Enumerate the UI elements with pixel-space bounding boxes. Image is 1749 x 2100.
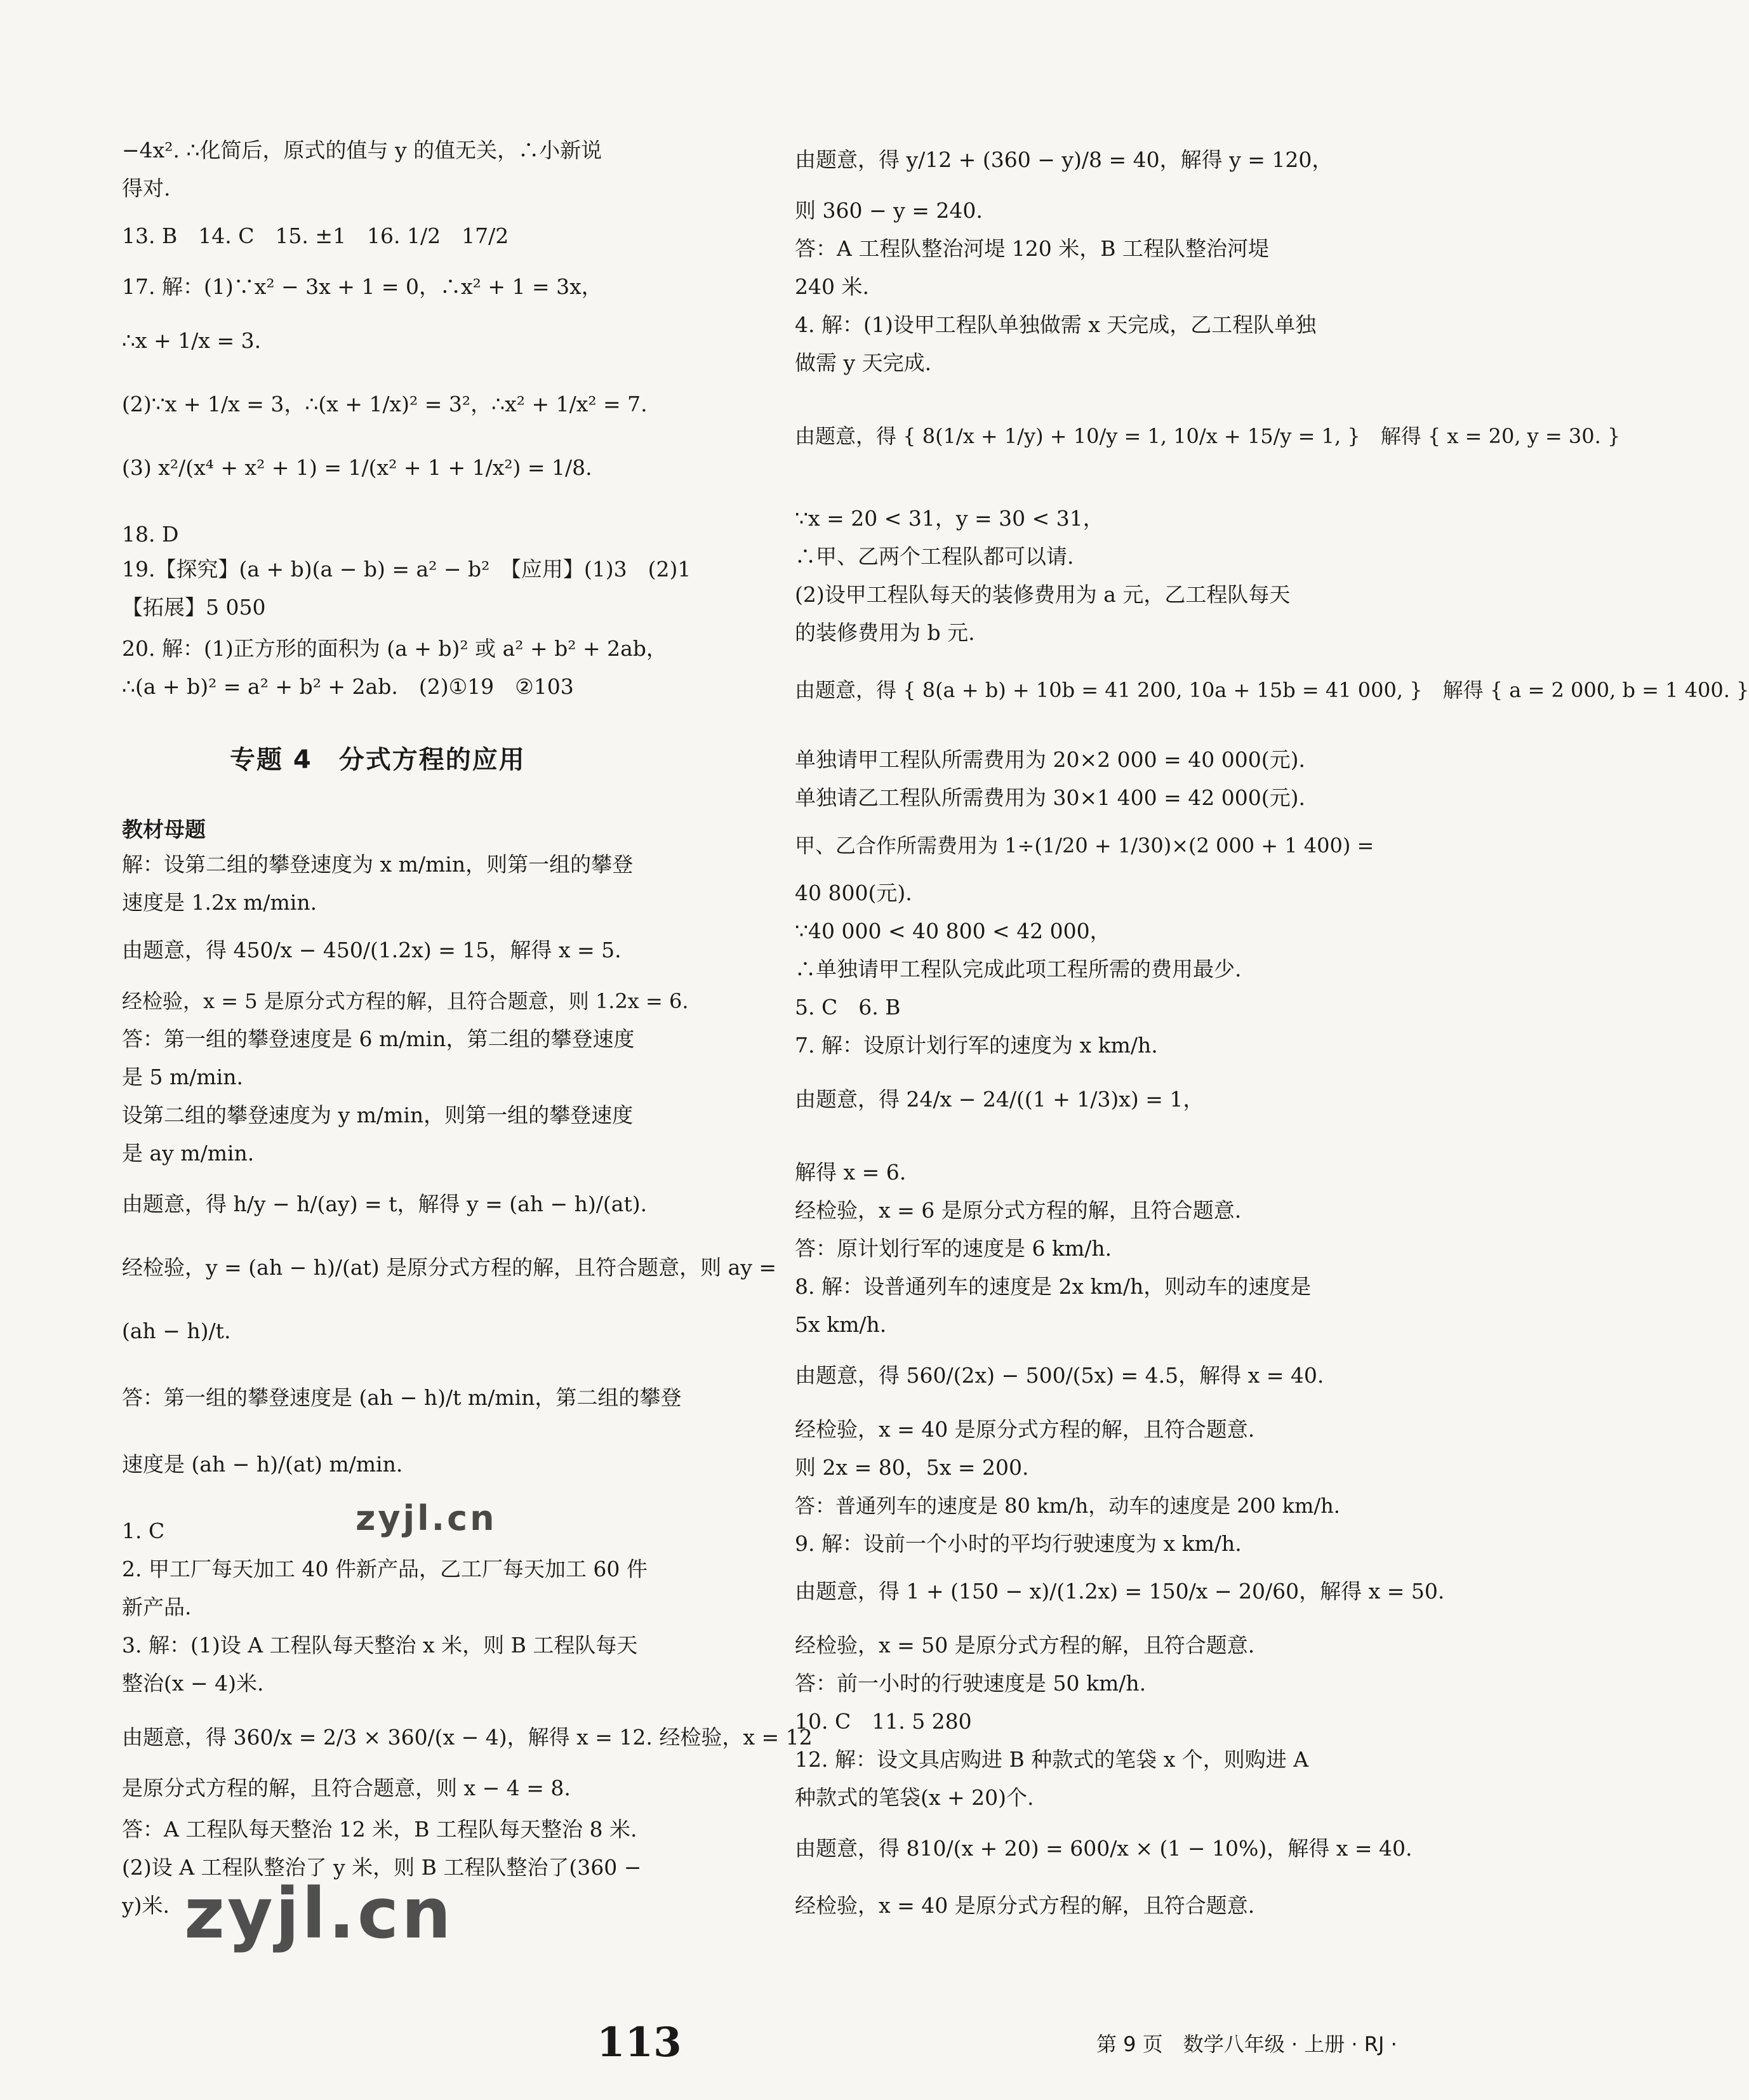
answer-line: 13. B 14. C 15. ±1 16. 1/2 17/2 [122, 223, 509, 248]
text-line: (2)设甲工程队每天的装修费用为 a 元，乙工程队每天 [795, 582, 1291, 607]
text-line: 是 ay m/min. [122, 1141, 255, 1166]
page-footer: 第 9 页 数学八年级 · 上册 · RJ · [1096, 2032, 1397, 2056]
math-line: 由题意，得 1 + (150 − x)/(1.2x) = 150/x − 20/60，解得 x = 50. [795, 1579, 1445, 1604]
text-line: 的装修费用为 b 元. [795, 620, 975, 645]
text-line: ∴(a + b)² = a² + b² + 2ab. (2)①19 ②103 [122, 674, 574, 699]
math-line: 甲、乙合作所需费用为 1÷(1/20 + 1/30)×(2 000 + 1 400) = [795, 834, 1374, 858]
text-line: 整治(x − 4)米. [122, 1671, 264, 1696]
text-line: 设第二组的攀登速度为 y m/min，则第一组的攀登速度 [122, 1103, 634, 1127]
watermark: zyjl.cn [356, 1498, 497, 1538]
text-line: 7. 解：设原计划行军的速度为 x km/h. [795, 1033, 1158, 1058]
math-line: ∴x + 1/x = 3. [122, 328, 262, 353]
text-line: 答：A 工程队每天整治 12 米，B 工程队每天整治 8 米. [122, 1817, 637, 1842]
text-line: 速度是 1.2x m/min. [122, 890, 317, 915]
math-line: 答：第一组的攀登速度是 (ah − h)/t m/min，第二组的攀登 [122, 1385, 682, 1410]
text-line: 答：普通列车的速度是 80 km/h，动车的速度是 200 km/h. [795, 1494, 1340, 1518]
answer-line: 18. D [122, 522, 179, 547]
math-line: 由题意，得 810/(x + 20) = 600/x × (1 − 10%)，解得 x = 40. [795, 1836, 1413, 1861]
text-line: 8. 解：设普通列车的速度是 2x km/h，则动车的速度是 [795, 1274, 1312, 1299]
math-line: (2)∵x + 1/x = 3，∴(x + 1/x)² = 3²，∴x² + 1/x² = 7. [122, 392, 648, 416]
text-line: 是 5 m/min. [122, 1065, 243, 1089]
text-line: 答：第一组的攀登速度是 6 m/min，第二组的攀登速度 [122, 1027, 635, 1051]
text-line: 解得 x = 6. [795, 1160, 907, 1185]
math-line: 由题意，得 h/y − h/(ay) = t，解得 y = (ah − h)/(at). [122, 1192, 648, 1216]
section-heading: 专题 4 分式方程的应用 [230, 745, 526, 774]
subsection-label: 教材母题 [122, 817, 206, 842]
math-line: 由题意，得 y/12 + (360 − y)/8 = 40，解得 y = 120， [795, 147, 1333, 172]
math-line: 经检验，y = (ah − h)/(at) 是原分式方程的解，且符合题意，则 ay = [122, 1255, 777, 1280]
text-line: 20. 解：(1)正方形的面积为 (a + b)² 或 a² + b² + 2ab， [122, 636, 667, 661]
text-line: 经检验，x = 40 是原分式方程的解，且符合题意. [795, 1893, 1255, 1918]
text-line: 经检验，x = 6 是原分式方程的解，且符合题意. [795, 1198, 1242, 1223]
text-line: 经检验，x = 50 是原分式方程的解，且符合题意. [795, 1633, 1255, 1658]
text-line: 答：原计划行军的速度是 6 km/h. [795, 1236, 1112, 1261]
text-line: 答：前一小时的行驶速度是 50 km/h. [795, 1671, 1147, 1696]
text-line: 经检验，x = 40 是原分式方程的解，且符合题意. [795, 1417, 1255, 1442]
system-line: 由题意，得 { 8(1/x + 1/y) + 10/y = 1, 10/x + 15/y = 1, } 解得 { x = 20, y = 30. } [795, 424, 1621, 448]
math-line: 速度是 (ah − h)/(at) m/min. [122, 1452, 403, 1477]
text-line: 5x km/h. [795, 1312, 887, 1337]
math-line: 由题意，得 360/x = 2/3 × 360/(x − 4)，解得 x = 12. 经检验，x = 12 [122, 1725, 813, 1750]
text-line: 12. 解：设文具店购进 B 种款式的笔袋 x 个，则购进 A [795, 1747, 1309, 1772]
text-line: 得对. [122, 176, 171, 201]
watermark: zyjl.cn [184, 1873, 454, 1954]
answer-line: 5. C 6. B [795, 995, 901, 1020]
text-line: 是原分式方程的解，且符合题意，则 x − 4 = 8. [122, 1776, 571, 1800]
math-line: (3) x²/(x⁴ + x² + 1) = 1/(x² + 1 + 1/x²) = 1/8. [122, 455, 592, 480]
answer-line: 1. C [122, 1519, 165, 1543]
system-line: 由题意，得 { 8(a + b) + 10b = 41 200, 10a + 15b = 41 000, } 解得 { a = 2 000, b = 1 400. } [795, 678, 1749, 702]
text-line: 种款式的笔袋(x + 20)个. [795, 1785, 1034, 1810]
text-line: 则 2x = 80，5x = 200. [795, 1455, 1029, 1480]
text-line: 【拓展】5 050 [122, 595, 266, 620]
text-line: 19.【探究】(a + b)(a − b) = a² − b² 【应用】(1)3 (2)1 [122, 557, 691, 581]
text-line: ∵40 000 < 40 800 < 42 000， [795, 919, 1111, 943]
text-line: 2. 甲工厂每天加工 40 件新产品，乙工厂每天加工 60 件 [122, 1557, 648, 1581]
text-line: 40 800(元). [795, 881, 912, 905]
text-line: 17. 解：(1)∵x² − 3x + 1 = 0，∴x² + 1 = 3x， [122, 274, 602, 299]
text-line: 单独请乙工程队所需费用为 30×1 400 = 42 000(元). [795, 785, 1305, 810]
text-line: 做需 y 天完成. [795, 350, 932, 375]
text-line: 9. 解：设前一个小时的平均行驶速度为 x km/h. [795, 1531, 1242, 1556]
text-line: 经检验，x = 5 是原分式方程的解，且符合题意，则 1.2x = 6. [122, 989, 689, 1013]
math-line: 由题意，得 560/(2x) − 500/(5x) = 4.5，解得 x = 40. [795, 1363, 1324, 1388]
text-line: 新产品. [122, 1595, 192, 1619]
page-number: 113 [597, 2019, 682, 2066]
text-line: −4x². ∴化简后，原式的值与 y 的值无关，∴小新说 [122, 138, 602, 163]
text-line: 3. 解：(1)设 A 工程队每天整治 x 米，则 B 工程队每天 [122, 1633, 638, 1658]
text-line: (2)设 A 工程队整治了 y 米，则 B 工程队整治了(360 − [122, 1855, 642, 1880]
math-line: 由题意，得 24/x − 24/((1 + 1/3)x) = 1， [795, 1087, 1204, 1112]
math-line: 由题意，得 450/x − 450/(1.2x) = 15，解得 x = 5. [122, 938, 622, 962]
text-line: 4. 解：(1)设甲工程队单独做需 x 天完成，乙工程队单独 [795, 312, 1317, 337]
text-line: 单独请甲工程队所需费用为 20×2 000 = 40 000(元). [795, 747, 1305, 772]
text-line: ∴单独请甲工程队完成此项工程所需的费用最少. [795, 957, 1242, 981]
text-line: 240 米. [795, 274, 869, 299]
text-line: ∴甲、乙两个工程队都可以请. [795, 544, 1074, 569]
text-line: 答：A 工程队整治河堤 120 米，B 工程队整治河堤 [795, 236, 1270, 261]
text-line: 解：设第二组的攀登速度为 x m/min，则第一组的攀登 [122, 852, 634, 877]
text-line: ∵x = 20 < 31，y = 30 < 31， [795, 506, 1104, 531]
text-line: y)米. [122, 1893, 170, 1918]
answer-line: 10. C 11. 5 280 [795, 1709, 972, 1734]
text-line: 则 360 − y = 240. [795, 198, 983, 223]
math-line: (ah − h)/t. [122, 1319, 231, 1343]
